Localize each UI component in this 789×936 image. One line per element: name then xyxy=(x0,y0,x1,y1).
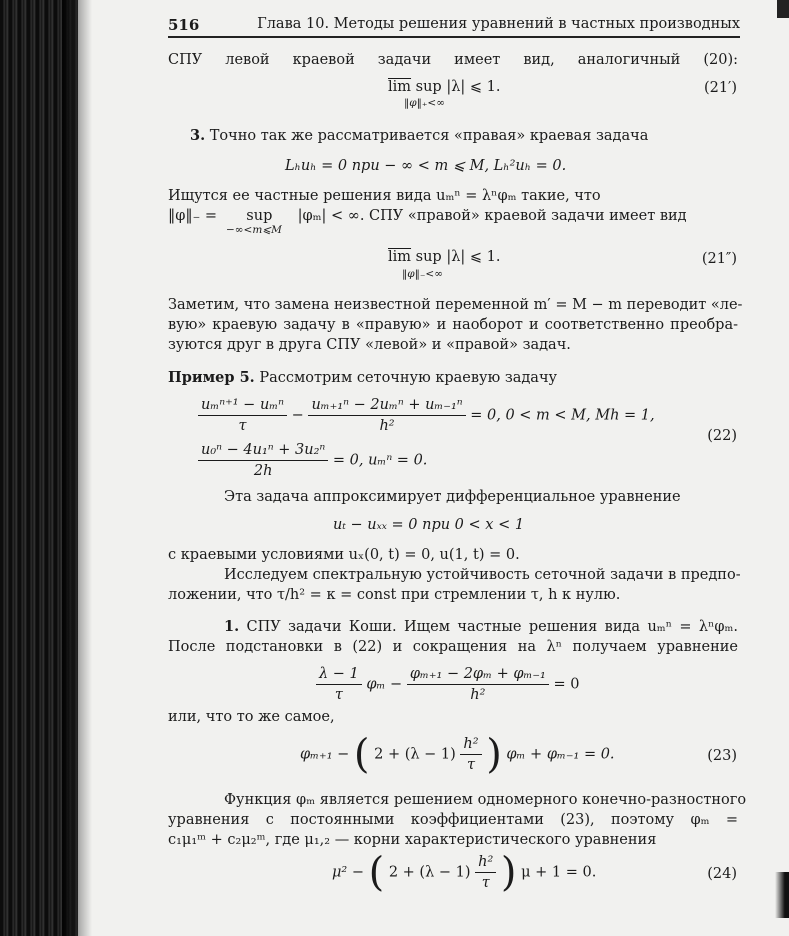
paragraph-line xyxy=(190,127,738,145)
text-line: зуются друг в друга СПУ «левой» и «правой» задач. xyxy=(168,337,571,353)
sup-operator: sup xyxy=(415,249,442,265)
text-line: Заметим, что замена неизвестной переменной m′ = M − m переводит «ле- xyxy=(168,297,743,313)
equation-right-problem: Lₕuₕ = 0 при − ∞ < m ⩽ M, Lₕ²uₕ = 0. xyxy=(285,158,567,174)
item-number: 1. xyxy=(224,618,240,635)
text-line: Ищутся ее частные решения вида uₘⁿ = λⁿφₘ такие, что xyxy=(168,188,601,204)
sup-operator: sup xyxy=(415,79,442,95)
fraction xyxy=(198,440,328,481)
equation-inner: 2 + (λ − 1) xyxy=(374,746,456,763)
item-text: Точно так же рассматривается «правая» краевая задача xyxy=(209,128,649,144)
fraction-numerator: uₘⁿ⁺¹ − uₘⁿ xyxy=(198,395,287,416)
fraction-denominator: 2h xyxy=(253,463,273,479)
equation-number: (21″) xyxy=(701,251,737,267)
text-line: c₁μ₁ᵐ + c₂μ₂ᵐ, где μ₁,₂ — корни характеристического уравнения xyxy=(168,832,657,848)
fraction xyxy=(475,852,496,893)
fraction-numerator: uₘ₊₁ⁿ − 2uₘⁿ + uₘ₋₁ⁿ xyxy=(308,395,465,416)
running-head: Глава 10. Методы решения уравнений в частных производных xyxy=(257,16,740,32)
scan-corner-mark xyxy=(777,0,789,18)
fraction xyxy=(460,734,481,775)
item-text: СПУ задачи Коши. Ищем частные решения вида uₘⁿ = λⁿφₘ. xyxy=(246,619,739,635)
text-line: или, что то же самое, xyxy=(168,709,335,725)
page-number: 516 xyxy=(168,16,200,34)
minus-sign: − xyxy=(291,407,304,424)
equation-22-line1 xyxy=(198,395,655,436)
equation-number: (23) xyxy=(707,748,737,764)
example-text: Рассмотрим сеточную краевую задачу xyxy=(259,370,558,386)
text-line: После подстановки в (22) и сокращения на λⁿ получаем уравнение xyxy=(168,639,738,655)
fraction-numerator: h² xyxy=(475,852,496,873)
scan-edge-mark xyxy=(775,872,789,918)
limsup-operator: $\overline{lim}$ xyxy=(388,249,412,265)
equation-number: (24) xyxy=(707,866,737,882)
equation-tail: φₘ + φₘ₋₁ = 0. xyxy=(506,746,615,763)
binding-edge-gradient xyxy=(62,0,92,936)
equation-tail: μ + 1 = 0. xyxy=(521,864,597,881)
fraction-numerator: u₀ⁿ − 4u₁ⁿ + 3u₂ⁿ xyxy=(198,440,328,461)
text-line: Функция φₘ является решением одномерного конечно-разностного xyxy=(224,792,747,808)
equation-rest: |λ| ⩽ 1. xyxy=(446,249,501,265)
equation-lead: φₘ₊₁ − xyxy=(300,746,350,763)
equation-24 xyxy=(332,849,597,896)
text-line xyxy=(168,207,738,225)
equation-number: (21′) xyxy=(703,80,737,96)
text-line: с краевыми условиями uₓ(0, t) = 0, u(1, t) = 0. xyxy=(168,547,520,563)
header-rule xyxy=(168,36,740,38)
equation-21-double-prime xyxy=(388,248,500,266)
fraction-denominator: τ xyxy=(238,418,247,434)
fraction xyxy=(198,395,287,436)
fraction-numerator: h² xyxy=(460,734,481,755)
equation-middle: φₘ − xyxy=(366,676,403,693)
sup-operator: sup xyxy=(246,208,273,224)
equation-23 xyxy=(300,731,615,778)
text-line: уравнения с постоянными коэффициентами (23), поэтому φₘ = xyxy=(168,812,738,828)
equation-rest: |λ| ⩽ 1. xyxy=(446,79,501,95)
fraction xyxy=(407,664,549,705)
page-header xyxy=(168,14,740,38)
close-paren: ) xyxy=(500,849,517,896)
fraction xyxy=(316,664,362,705)
fraction-denominator: h² xyxy=(379,418,395,434)
fraction-denominator: τ xyxy=(334,687,343,703)
equation-pde: uₜ − uₓₓ = 0 при 0 < x < 1 xyxy=(333,517,525,533)
equation-subscript: ‖φ‖₋<∞ xyxy=(402,268,443,280)
equation-substituted xyxy=(316,664,579,705)
close-paren: ) xyxy=(486,731,502,778)
fraction-denominator: h² xyxy=(470,687,486,703)
text-line: вую» краевую задачу в «правую» и наоборот и соответственно преобра- xyxy=(168,317,738,333)
open-paren: ( xyxy=(353,731,370,778)
example-heading xyxy=(168,369,738,387)
equation-22-line2 xyxy=(198,440,427,481)
equation-tail: = 0, 0 < m < M, Mh = 1, xyxy=(470,407,655,424)
fraction-numerator: λ − 1 xyxy=(316,664,362,685)
text-line: ложении, что τ/h² = κ = const при стремлении τ, h к нулю. xyxy=(168,587,621,603)
sup-subscript: −∞<m⩽M xyxy=(226,224,282,236)
example-label: Пример 5. xyxy=(168,369,255,386)
equation-subscript: ‖φ‖₊<∞ xyxy=(404,97,445,109)
text-line: Эта задача аппроксимирует дифференциальное уравнение xyxy=(224,489,681,505)
text-line: СПУ левой краевой задачи имеет вид, аналогичный (20): xyxy=(168,52,738,68)
equation-number: (22) xyxy=(707,428,737,444)
open-paren: ( xyxy=(368,849,385,896)
norm-def-rest: |φₘ| < ∞. СПУ «правой» краевой задачи имеет вид xyxy=(297,208,687,224)
equation-tail: = 0 xyxy=(553,676,580,693)
equation-21-prime xyxy=(388,78,500,96)
norm-def: ‖φ‖₋ = xyxy=(168,208,218,224)
fraction-numerator: φₘ₊₁ − 2φₘ + φₘ₋₁ xyxy=(407,664,549,685)
limsup-operator: $\overline{lim}$ xyxy=(388,79,412,95)
item-number: 3. xyxy=(190,127,206,144)
equation-tail: = 0, uₘⁿ = 0. xyxy=(332,452,428,469)
text-line: Исследуем спектральную устойчивость сеточной задачи в предпо- xyxy=(224,567,741,583)
fraction xyxy=(308,395,465,436)
equation-lead: μ² − xyxy=(332,864,364,881)
paragraph-line xyxy=(224,618,738,636)
fraction-denominator: τ xyxy=(481,875,490,891)
fraction-denominator: τ xyxy=(466,757,476,773)
equation-inner: 2 + (λ − 1) xyxy=(388,864,471,881)
